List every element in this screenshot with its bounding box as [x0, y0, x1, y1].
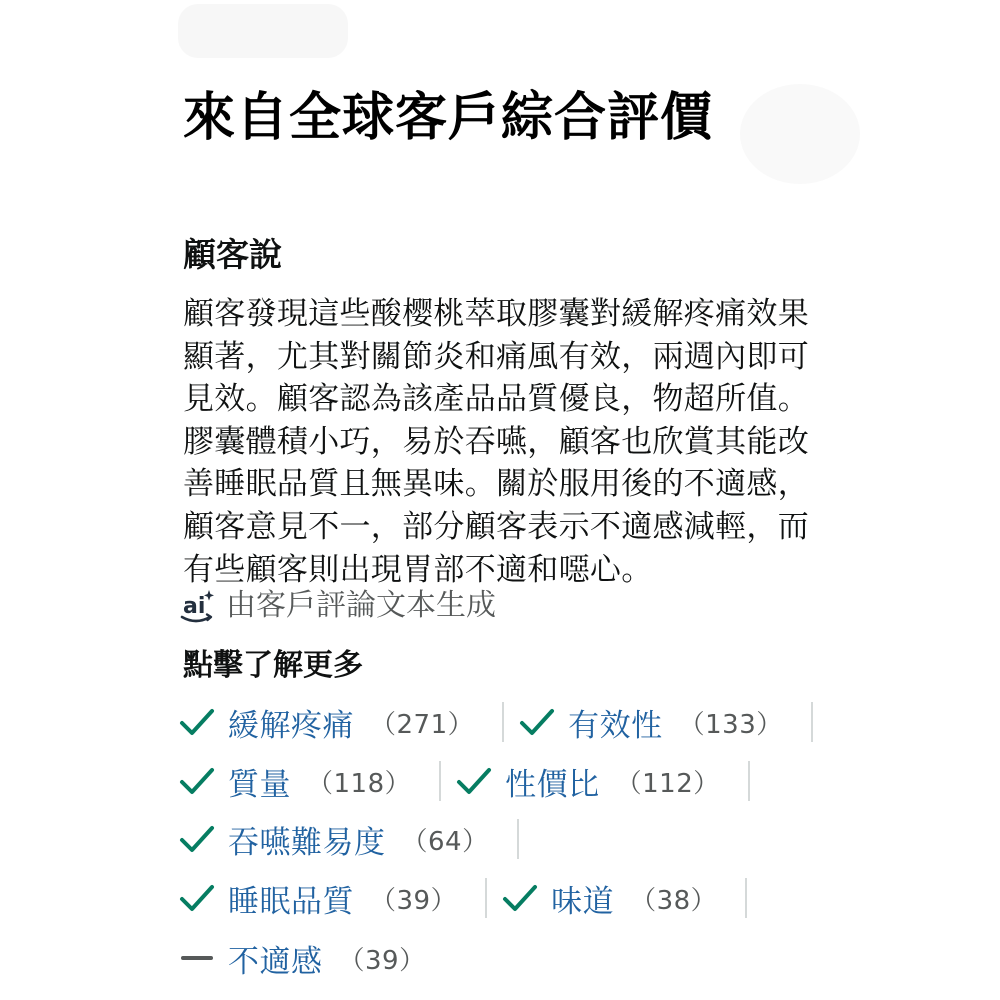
checkmark-icon [518, 703, 556, 741]
aspect-count: （39） [338, 945, 426, 976]
summary-line: 顧客意見不一，部分顧客表示不適感減輕，而 [183, 508, 809, 545]
svg-text:ai: ai [183, 594, 206, 619]
aspect-separator [439, 761, 441, 801]
background-blur-blob [178, 4, 348, 58]
summary-line: 顧客發現這些酸樱桃萃取膠囊對緩解疼痛效果 [183, 296, 809, 332]
aspect-count: （271） [370, 709, 475, 740]
aspect-label: 質量 [228, 766, 291, 803]
aspect-row [178, 700, 827, 744]
aspect-row [178, 936, 426, 980]
aspect-count: （112） [615, 768, 720, 799]
ai-generated-note [180, 586, 496, 626]
aspect-discomfort[interactable] [178, 936, 426, 980]
aspect-count: （133） [678, 709, 783, 740]
aspect-taste[interactable] [501, 876, 717, 920]
checkmark-icon [455, 762, 493, 800]
aspect-count: （118） [307, 768, 412, 799]
aspect-separator [748, 761, 750, 801]
aspect-count: （39） [370, 885, 458, 916]
aspect-effectiveness[interactable] [518, 700, 783, 744]
aspect-ease-of-swallowing[interactable] [178, 817, 489, 861]
aspect-label: 緩解疼痛 [228, 707, 354, 744]
summary-line: 顯著，尤其對關節炎和痛風有效，兩週內即可 [183, 338, 809, 375]
checkmark-icon [178, 762, 216, 800]
summary-line: 有些顧客則出現胃部不適和噁心。 [183, 551, 653, 588]
aspect-sleep-quality[interactable] [178, 876, 457, 920]
aspect-separator [811, 702, 813, 742]
aspect-row [178, 876, 761, 920]
aspect-row [178, 817, 533, 861]
aspect-separator [502, 702, 504, 742]
ai-note-text: 由客戶評論文本生成 [226, 588, 496, 623]
aspect-row [178, 759, 764, 803]
aspect-separator [517, 819, 519, 859]
checkmark-icon [178, 703, 216, 741]
summary-line: 見效。顧客認為該產品品質優良，物超所值。 [183, 381, 809, 418]
checkmark-icon [501, 879, 539, 917]
learn-more-heading: 點擊了解更多 [183, 648, 363, 683]
aspect-separator [485, 878, 487, 918]
summary-line: 善睡眠品質且無異味。關於服用後的不適感， [183, 466, 809, 503]
page-title: 來自全球客戶綜合評價 [183, 88, 714, 148]
summary-line: 膠囊體積小巧，易於吞嚥，顧客也欣賞其能改 [183, 423, 809, 460]
aspect-quality[interactable] [178, 759, 411, 803]
aspect-pain-relief[interactable] [178, 700, 474, 744]
aspect-label: 味道 [551, 883, 615, 920]
aspect-count: （38） [630, 885, 718, 916]
aspect-label: 有效性 [568, 707, 663, 744]
background-blur-blob [740, 84, 860, 184]
review-summary [183, 293, 833, 591]
customers-say-heading: 顧客說 [183, 235, 282, 274]
aspect-label: 性價比 [505, 766, 600, 803]
ai-sparkle-icon [180, 586, 220, 626]
aspect-separator [745, 878, 747, 918]
aspect-label: 吞嚥難易度 [228, 824, 386, 861]
aspect-label: 不適感 [228, 943, 323, 980]
checkmark-icon [178, 879, 216, 917]
aspect-label: 睡眠品質 [228, 883, 354, 920]
checkmark-icon [178, 820, 216, 858]
dash-icon [178, 939, 216, 977]
aspect-value-for-money[interactable] [455, 759, 720, 803]
aspect-count: （64） [401, 826, 489, 857]
